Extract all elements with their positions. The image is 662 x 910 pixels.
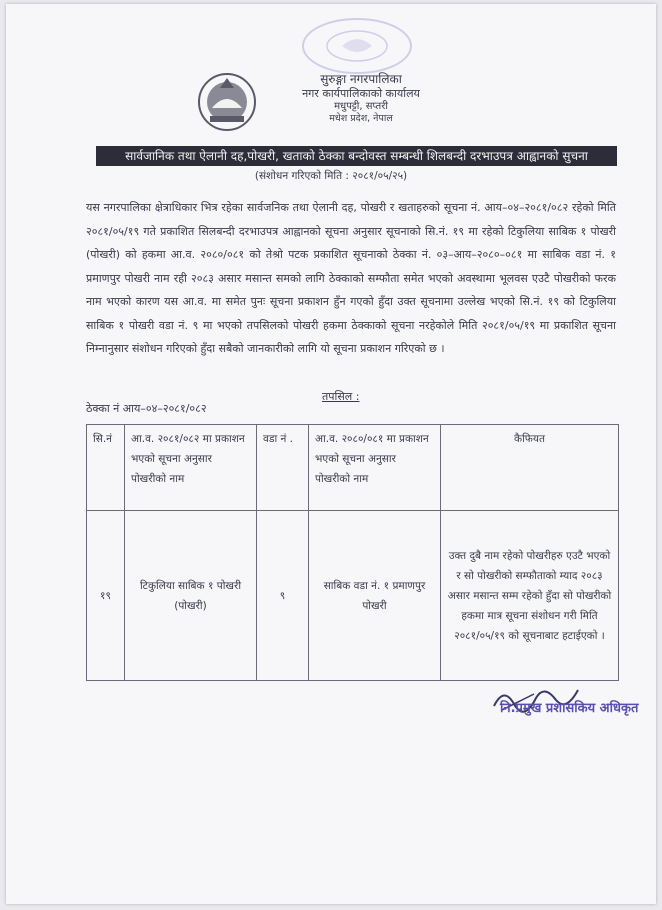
office-place: मधुपट्टी, सप्तरी xyxy=(334,100,388,112)
notice-title: सार्वजानिक तथा ऐलानी दह,पोखरी, खताको ठेक्का बन्दोवस्त सम्बन्धी शिलबन्दी दरभाउपत्र आह्वानको सुचना xyxy=(96,146,617,166)
header-sn: सि.नं xyxy=(87,425,125,511)
cell-ward: ९ xyxy=(257,511,309,681)
office-name: नगर कार्यपालिकाको कार्यालय xyxy=(302,87,420,100)
cell-name-current: टिकुलिया साबिक १ पोखरी (पोखरी) xyxy=(125,511,257,681)
signatory-designation: नि.प्रमुख प्रशासकिय अधिकृत xyxy=(500,701,639,716)
cell-name-previous: साबिक वडा नं. १ प्रमाणपुर पोखरी xyxy=(309,511,441,681)
nepal-emblem-icon xyxy=(192,70,262,134)
cell-remarks: उक्त दुबै नाम रहेको पोखरीहरु एउटै भएको र सो पोखरीको सम्फौताको म्याद २०८३ असार मसान्त सम्म रहेको हुँदा सो पोखरीको हकमा मात्र सूचना संशोधन गरी मिति २०८१/०५/१९ को सूचनाबाट हटाईएको । xyxy=(441,511,619,681)
header-name-current: आ.व. २०८१/०८२ मा प्रकाशन भएको सूचना अनुसार पोखरीको नाम xyxy=(125,425,257,511)
table-header-row xyxy=(87,425,619,511)
cell-sn: १९ xyxy=(87,511,125,681)
table-row xyxy=(87,511,619,681)
contract-number: ठेक्का नं आय–०४–२०८१/०८२ xyxy=(86,402,207,415)
details-heading: तपसिल : xyxy=(322,390,360,403)
header-name-previous: आ.व. २०८०/०८१ मा प्रकाशन भएको सूचना अनुसार पोखरीको नाम xyxy=(309,425,441,511)
notice-table xyxy=(86,424,619,681)
notice-body: यस नगरपालिका क्षेत्राधिकार भित्र रहेका सार्वजनिक तथा ऐलानी दह, पोखरी र खताहरुको सूचना नं. आय–०४–२०८१/०८२ रहेको मिति २०८१/०५/१९ गते प्रकाशित सिलबन्दी दरभाउपत्र आह्वानको सूचना अनुसार सूचनाको सि.नं. १९ मा रहेको टिकुलिया साबिक १ पोखरी (पोखरी) को हकमा आ.व. २०८०/०८१ को तेश्रो पटक प्रकाशित सूचनाको ठेक्का नं. ०३–आय–२०८०–०८१ मा साबिक वडा नं. १ प्रमाणपुर पोखरी नाम रही २०८३ असार मसान्त समको लागि ठेक्काको सम्फौता समेत भएको अवस्थामा भूलवस एउटै पोखरीको फरक नाम भएको कारण यस आ.व. मा समेत पुनः सूचना प्रकाशन हुँन गएको हुँदा उक्त सूचनामा उल्लेख भएको सि.नं. १९ को टिकुलिया साबिक १ पोखरी वडा नं. ९ मा भएको तपसिलको पोखरी हकमा ठेक्काको सूचना नरहेकोले मिति २०८१/०५/१९ मा प्रकाशित सूचना निम्नानुसार संशोधन गरिएको हुँदा सबैको जानकारीको लागि यो सूचना प्रकाशन गरिएको छ । xyxy=(86,201,616,355)
office-province: मधेश प्रदेश, नेपाल xyxy=(329,113,393,125)
office-header xyxy=(276,72,446,125)
municipality-name: सुरुङ्गा नगरपालिका xyxy=(320,72,402,86)
header-ward: वडा नं . xyxy=(257,425,309,511)
header-remarks: कैफियत xyxy=(441,425,619,511)
office-stamp xyxy=(298,14,416,76)
amendment-date: (संशोधन गरिएको मिति : २०८१/०५/२५) xyxy=(254,170,408,182)
